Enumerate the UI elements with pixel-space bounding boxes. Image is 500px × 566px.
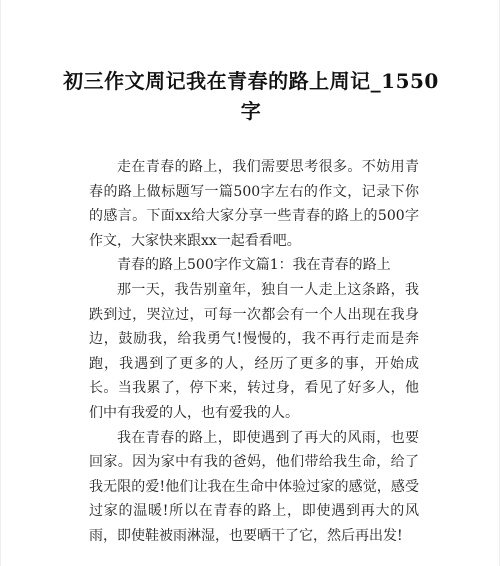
paragraph-going-home: 我在青春的路上，即使遇到了再大的风雨，也要回家。因为家中有我的爸妈，他们带给我生命，给了我无限的爱!他们让我在生命中体验过家的感觉，感受过家的温暖!所以在青春的路上，即使遇到再大的风雨，即使鞋被雨淋湿，也要晒干了它，然后再出发! [89,429,419,544]
document-title: 初三作文周记我在青春的路上周记_1550字 [63,69,439,123]
document-body [89,155,419,549]
paragraph-essay-heading: 青春的路上500字作文篇1：我在青春的路上 [117,257,391,274]
paragraph-intro: 走在青春的路上，我们需要思考很多。不妨用青春的路上做标题写一篇500字左右的作文，记录下你的感言。下面xx给大家分享一些青春的路上的500字作文，大家快来跟xx一起看看吧。 [89,159,419,249]
paragraph-growing-up: 那一天，我告别童年，独自一人走上这条路，我跌到过，哭泣过，可每一次都会有一个人出现在我身边，鼓励我，给我勇气!慢慢的，我不再行走而是奔跑，我遇到了更多的人，经历了更多的事，开始成长。当我累了，停下来，转过身，看见了好多人，他们中有我爱的人，也有爱我的人。 [89,281,419,421]
